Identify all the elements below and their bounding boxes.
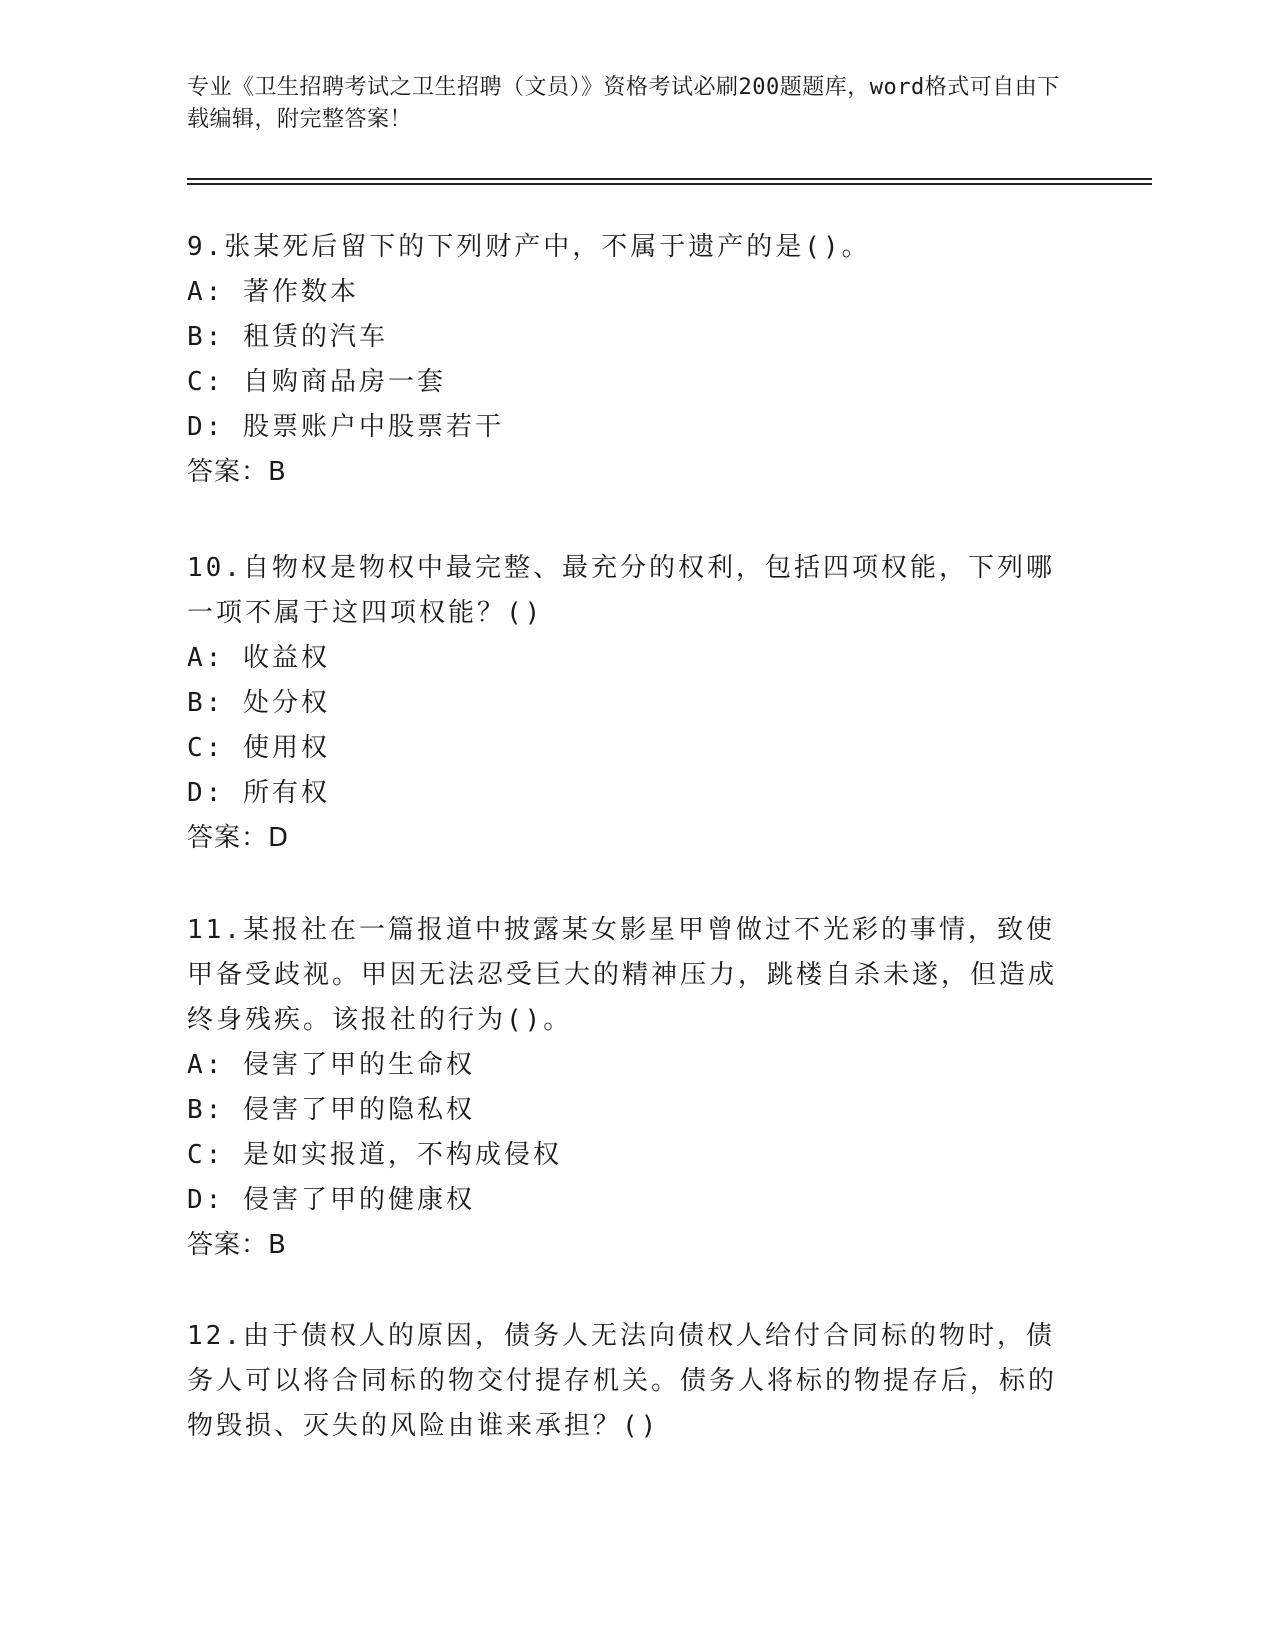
- option-c: C: 自购商品房一套: [187, 367, 446, 397]
- option-a: A: 著作数本: [187, 277, 359, 307]
- document-header: [187, 72, 1067, 136]
- question-stem: 11.某报社在一篇报道中披露某女影星甲曾做过不光彩的事情，致使甲备受歧视。甲因无法忍受巨大的精神压力，跳楼自杀未遂，但造成终身残疾。该报社的行为()。: [187, 915, 1058, 1035]
- question-12: [187, 1314, 1077, 1449]
- question-10: [187, 546, 1077, 861]
- option-d: D: 所有权: [187, 778, 330, 808]
- header-text: 专业《卫生招聘考试之卫生招聘（文员）》资格考试必刷200题题库，word格式可自由下载编辑，附完整答案！: [187, 75, 1060, 132]
- question-9: [187, 225, 1077, 495]
- option-b: B: 侵害了甲的隐私权: [187, 1095, 475, 1125]
- answer: 答案：B: [187, 1230, 287, 1260]
- option-b: B: 租赁的汽车: [187, 322, 388, 352]
- answer: 答案：B: [187, 457, 287, 487]
- answer: 答案：D: [187, 823, 290, 853]
- question-stem: 12.由于债权人的原因，债务人无法向债权人给付合同标的物时，债务人可以将合同标的物交付提存机关。债务人将标的物提存后，标的物毁损、灭失的风险由谁来承担？(): [187, 1321, 1058, 1441]
- question-11: [187, 908, 1077, 1268]
- question-stem: 10.自物权是物权中最完整、最充分的权利，包括四项权能，下列哪一项不属于这四项权能？(): [187, 553, 1055, 628]
- header-divider-top: [187, 178, 1152, 180]
- option-c: C: 使用权: [187, 733, 330, 763]
- header-divider-bottom: [187, 183, 1152, 185]
- option-d: D: 股票账户中股票若干: [187, 412, 504, 442]
- option-b: B: 处分权: [187, 688, 330, 718]
- option-a: A: 侵害了甲的生命权: [187, 1050, 475, 1080]
- option-d: D: 侵害了甲的健康权: [187, 1185, 475, 1215]
- question-stem: 9.张某死后留下的下列财产中，不属于遗产的是()。: [187, 232, 871, 262]
- option-c: C: 是如实报道，不构成侵权: [187, 1140, 562, 1170]
- option-a: A: 收益权: [187, 643, 330, 673]
